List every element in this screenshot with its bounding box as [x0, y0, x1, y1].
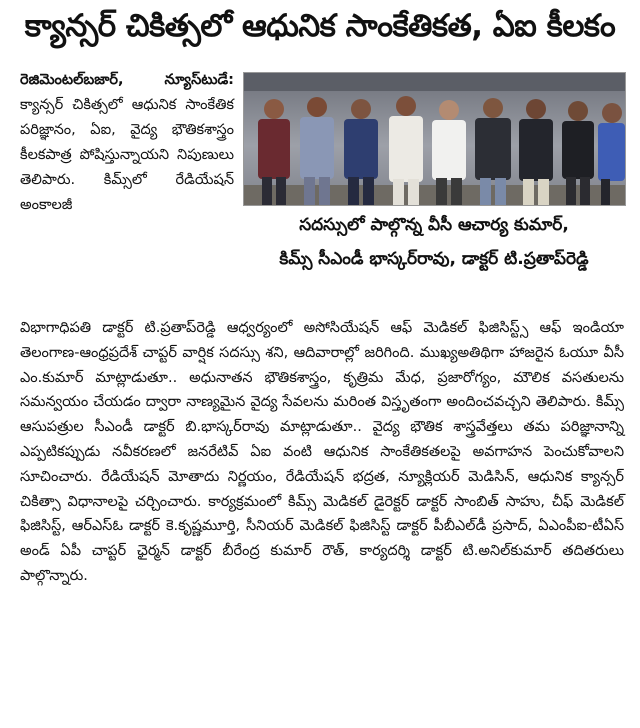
news-photo	[243, 72, 626, 206]
article-body: విభాగాధిపతి డాక్టర్ టి.ప్రతాప్‌రెడ్డి ఆధ్వర్యంలో అసోసియేషన్ ఆఫ్ మెడికల్ ఫిజిసిస్ట్స్ ఆఫ్ ఇండియా తెలంగాణ-ఆంధ్రప్రదేశ్ చాప్టర్ వార్షిక సదస్సు శని, ఆదివారాల్లో జరిగింది. ముఖ్యఅతిథిగా హాజరైన ఓయూ వీసీ ఎం.కుమార్ మాట్లాడుతూ.. అధునాతన భౌతికశాస్త్రం, కృత్రిమ మేధ, ప్రజారోగ్యం, మౌలిక వసతులను సమన్వయం చేయడం ద్వారా నాణ్యమైన వైద్య సేవలను మరింత విస్తృతంగా అందించవచ్చని తెలిపారు. కిమ్స్ ఆసుపత్రుల సీఎండీ డాక్టర్ బి.భాస్కర్‌రావు మాట్లాడుతూ.. వైద్య భౌతిక శాస్త్రవేత్తలు తమ పరిజ్ఞానాన్ని ఎప్పటికప్పుడు నవీకరణలో జనరేటివ్ ఏఐ వంటి ఆధునిక సాంకేతికతలపై అవగాహన పెంచుకోవాలని సూచించారు. రేడియేషన్ మోతాదు నిర్ణయం, రేడియేషన్ భద్రత, న్యూక్లియర్ మెడిసిన్, ఆధునిక క్యాన్సర్ చికిత్సా విధానాలపై చర్చించారు. కార్యక్రమంలో కిమ్స్ మెడికల్ డైరెక్టర్ డాక్టర్ సాంబిత్ సాహు, చీఫ్ మెడికల్ ఫిజిసిస్ట్, ఆర్ఎస్ఓ డాక్టర్ కె.కృష్ణమూర్తి, సీనియర్ మెడికల్ ఫిజిసిస్ట్ డాక్టర్ పీబీఎల్‌డీ ప్రసాద్, ఏఎంపీఐ-టీఏస్ అండ్ ఏపీ చాప్టర్ ఛైర్మన్ డాక్టర్ బీరేంద్ర కుమార్ రౌత్, కార్యదర్శి డాక్టర్ టి.అనిల్‌కుమార్ తదితరులు పాల్గొన్నారు.	[20, 320, 624, 584]
caption-line-2: కిమ్స్ సీఎండీ భాస్కర్‌రావు, డాక్టర్ టి.ప్రతాప్‌రెడ్డి	[279, 249, 589, 269]
group-photo-illustration	[244, 73, 625, 205]
lead-paragraph: క్యాన్సర్ చికిత్సలో ఆధునిక సాంకేతిక పరిజ్ఞానం, ఏఐ, వైద్య భౌతికశాస్త్రం కీలకపాత్ర పోషిస్తున్నాయని నిపుణులు తెలిపారు. కిమ్స్‌లో రేడియేషన్ అంకాలజీ	[20, 97, 234, 213]
dateline: రెజిమెంటల్‌బజార్, న్యూస్‌టుడే:	[20, 72, 234, 88]
photo-caption	[240, 208, 628, 276]
headline: క్యాన్సర్ చికిత్సలో ఆధునిక సాంకేతికత, ఏఐ కీలకం	[24, 8, 616, 44]
caption-line-1: సదస్సులో పాల్గొన్న వీసీ ఆచార్య కుమార్,	[299, 215, 569, 235]
lead-column	[20, 68, 234, 218]
